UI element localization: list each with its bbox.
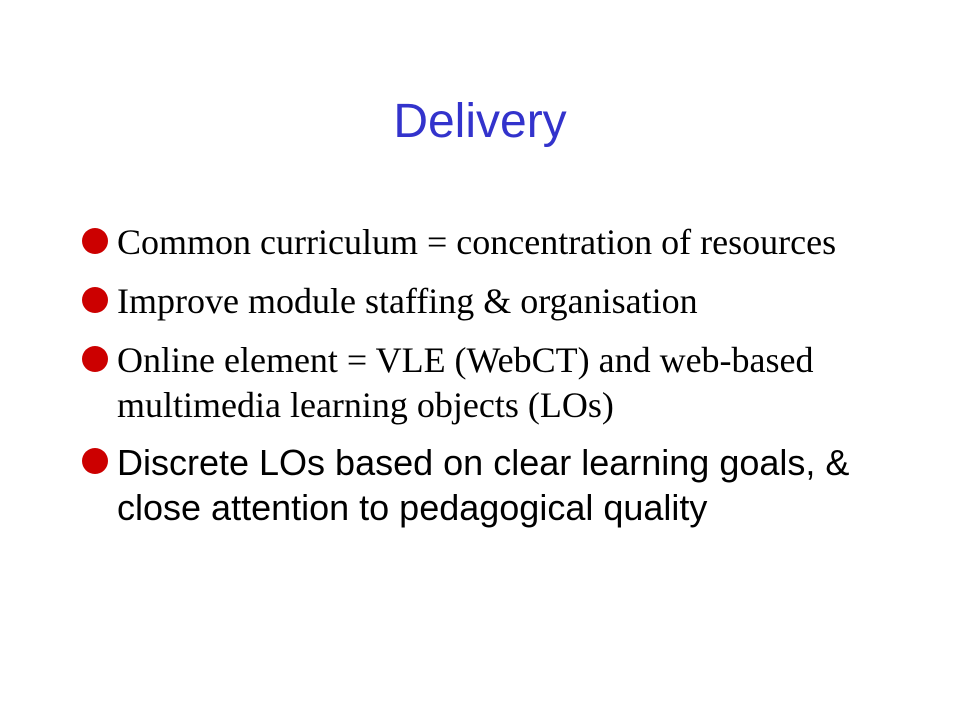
- bullet-item: [80, 338, 880, 428]
- bullet-dot-icon: [82, 448, 108, 474]
- bullet-text: Improve module staffing & organisation: [117, 281, 698, 321]
- bullet-dot-icon: [82, 228, 108, 254]
- bullet-text: Discrete LOs based on clear learning goals, & close attention to pedagogical quality: [117, 442, 850, 528]
- bullet-dot-icon: [82, 346, 108, 372]
- bullet-text: Online element = VLE (WebCT) and web-based multimedia learning objects (LOs): [117, 340, 814, 425]
- bullet-item: [80, 220, 880, 265]
- bullet-dot-icon: [82, 287, 108, 313]
- bullet-list: [80, 220, 880, 530]
- bullet-item: [80, 440, 880, 530]
- bullet-item: [80, 279, 880, 324]
- bullet-text: Common curriculum = concentration of resources: [117, 222, 837, 262]
- slide-title: Delivery: [393, 95, 567, 148]
